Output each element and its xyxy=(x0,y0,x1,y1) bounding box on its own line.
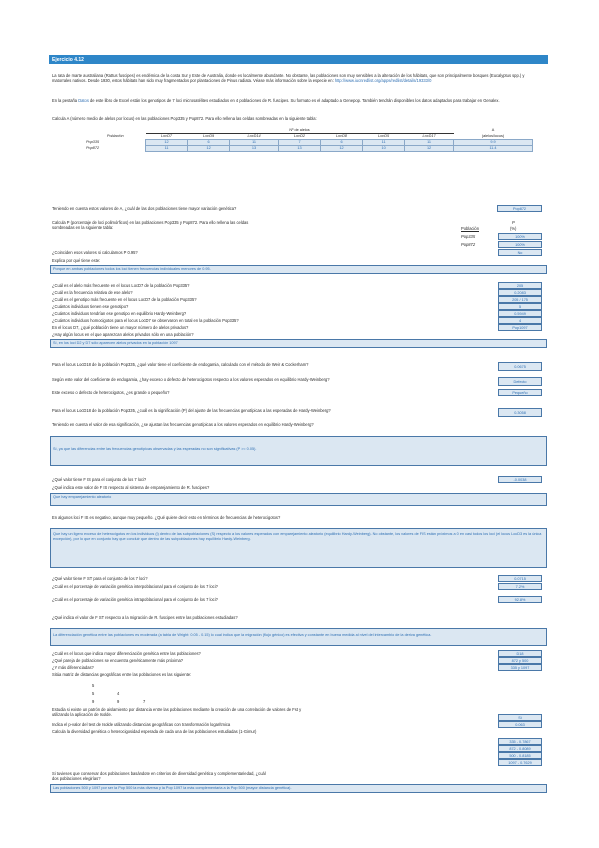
cell[interactable]: 12 xyxy=(188,146,230,152)
row-pop: Pop335 xyxy=(85,140,146,146)
col-locd2: LocD2 xyxy=(294,134,305,139)
mantel-q2: Indica el p-valor del test de Isolde utilizando distancias geográficas con transformación logarítmica xyxy=(52,722,231,727)
col-locd8: LocD8 xyxy=(336,134,348,139)
fst-a[interactable]: 92.8% xyxy=(498,596,542,603)
dist-cell: 5 xyxy=(92,683,95,688)
dist-cell: 4 xyxy=(117,691,120,696)
mantel-a3[interactable]: 872 - 0.8089 xyxy=(498,745,542,752)
cell-a[interactable]: 9.9 xyxy=(454,140,533,146)
dist-text: Sitúa matriz de distancias geográficas entre las poblaciones es las siguiente: xyxy=(52,672,192,677)
p-unit: (%) xyxy=(510,226,517,231)
question-variation: Teniendo en cuenta estos valores de A, ¿cuál de las dos poblaciones tiene mayor variación genética? xyxy=(52,206,237,211)
list1-a[interactable]: 205 / 175 xyxy=(498,296,542,303)
answer-coincide[interactable]: No xyxy=(498,249,542,256)
col-locd7: LocD7 xyxy=(161,134,173,139)
cell[interactable]: 12 xyxy=(405,146,454,152)
final-a[interactable]: Las poblaciones 500 y 1097 por ser la Pop 500 la más diversa y la Pop 1097 la más complementaria a la Pop 500 (mayor distancia genética). xyxy=(50,784,547,793)
f-a3[interactable]: Pequeño xyxy=(498,389,542,396)
intro-text: La rata de marte australiana (Rattus fuscipes) es endémica de la costa Sur y Este de Australia, donde es localmente abundante. No obstante, las poblaciones son muy sensibles a la alteración de los hábitats, que son principalmente bosques (Eucalyptus spp.) y matorrales nativos. Desde 1930, estos hábitats han sido muy fragmentados por plantaciones de Pinus radiata. Véase más información sobre la especie en: xyxy=(52,73,525,84)
f-q3: Este exceso o defecto de heterocigotos, ¿es grande o pequeño? xyxy=(52,390,170,395)
alleles-header: Nº de alelos xyxy=(146,128,454,134)
f-q2: Según este valor del coeficiente de endogamia, ¿hay exceso o defecto de heterocigotos respecto a los valores esperados en equilibrio Hardy-Weinberg? xyxy=(52,377,330,382)
neg-a[interactable]: Que hay un ligero exceso de heterocigotos en los individuos (i) dentro de las subpoblaciones (S) respecto a los valores esperados con emparejamiento aleatorio (equilibrio Hardy-Weinberg). No obstante, los valores de FIS están próximos a 0 en casi todos los loci (el locus LocD3 es la única excepción), por lo que en conjunto hay que concluir que dentro de las subpoblaciones hay equilibrio Hardy-Weinberg. xyxy=(50,528,547,568)
col-locd17: LocD17 xyxy=(422,134,436,139)
p-value[interactable]: 100% xyxy=(498,241,542,248)
list1-q: ¿Hay algún locus en el que aparezcan alelos privados sólo en una población? xyxy=(52,332,194,337)
list2-a[interactable]: D18 xyxy=(498,650,542,657)
mantel-a3[interactable]: 335 - 0.7867 xyxy=(498,738,542,745)
dist-cell: 9 xyxy=(117,699,120,704)
intro-paragraph-2 xyxy=(52,98,537,103)
fst-a[interactable]: 7.2% xyxy=(498,583,542,590)
list1-a[interactable]: 5 xyxy=(498,303,542,310)
mantel-a2[interactable]: 0.063 xyxy=(498,721,542,728)
fst-q: ¿Cuál es el porcentaje de variación genética intrapoblacional para el conjunto de los 7 loci? xyxy=(52,597,218,602)
col-locd5: LocD5 xyxy=(378,134,390,139)
list1-a[interactable]: 205 xyxy=(498,282,542,289)
list1-q: ¿Cuál es la frecuencia relativa de ese alelo? xyxy=(52,290,133,295)
fst-q: ¿Qué valor tiene F ST para el conjunto de los 7 loci? xyxy=(52,576,148,581)
exercise-title: Ejercicio 4.12 xyxy=(49,55,548,64)
row-pop: Pop872 xyxy=(85,146,146,152)
fst-q: ¿Cuál es el porcentaje de variación genética interpoblacional para el conjunto de los 7 loci? xyxy=(52,584,218,589)
mantel-q3: Calcula la diversidad genética o heterocigosidad esperada de cada una de las poblaciones estudiadas (1-Gimur) xyxy=(52,729,257,734)
cell-a[interactable]: 11.4 xyxy=(454,146,533,152)
f-a5[interactable]: Sí, ya que las diferencias entre las frecuencias genotípicas observadas y las esperadas no son significativas (P >= 0.05). xyxy=(50,436,547,466)
p-row-pop: Pop335 xyxy=(461,234,476,239)
final-q: Si tuvieses que conservar dos poblaciones basándote en criterios de diversidad genética y complementariedad, ¿cuál dos poblaciones elegirías? xyxy=(52,771,266,782)
cell[interactable]: 10 xyxy=(363,146,405,152)
neg-q: En algunos loci F IS es negativo, aunque muy pequeño. ¿Qué quiere decir esto en términos de frecuencias de heterocigotos? xyxy=(52,515,281,520)
p-row-pop: Pop872 xyxy=(461,242,476,247)
f-q1: Para el locus LocD18 de la población Pop335, ¿qué valor tiene el coeficiente de endogamia, calculado con el método de Weir & Cockerham? xyxy=(52,362,309,367)
p-header: P xyxy=(512,220,515,225)
list1-band[interactable]: Sí, en los loci D2 y D7 sólo aparecen alelos privados en la población 1097 xyxy=(50,339,547,348)
mantel-a1[interactable]: Sí xyxy=(498,714,542,721)
list1-a[interactable]: 0.2083 xyxy=(498,289,542,296)
cell[interactable]: 11 xyxy=(230,140,279,146)
cell[interactable]: 12 xyxy=(321,146,363,152)
list1-q: ¿Cuál es el alelo más frecuente en el locus LocD7 de la población Pop335? xyxy=(52,283,190,288)
answer-explica[interactable]: Porque en ambas poblaciones todos los loci tienen frecuencias individuales menores de 0.95. xyxy=(50,265,547,274)
fis-a2[interactable]: Que hay emparejamiento aleatorio xyxy=(50,493,547,506)
list2-q: ¿Y más diferenciadas? xyxy=(52,665,94,670)
fis-q2: ¿Qué indica este valor de F IS respecto al sistema de emparejamiento de R. fuscipes? xyxy=(52,485,210,490)
answer-variation[interactable]: Pop872 xyxy=(497,205,542,212)
cell[interactable]: 11 xyxy=(146,146,188,152)
cell[interactable]: 6 xyxy=(188,140,230,146)
cell[interactable]: 11 xyxy=(363,140,405,146)
col-locd14: LocD14 xyxy=(247,134,261,139)
table-row xyxy=(85,146,533,152)
cell[interactable]: 7 xyxy=(278,140,320,146)
list1-q: ¿Cuántos individuos homocigotos para el locus LocD7 se observaron en total en la población Pop335? xyxy=(52,318,239,323)
cell[interactable]: 13 xyxy=(230,146,279,152)
intro2-pre: En la pestaña xyxy=(52,98,78,103)
fst-a[interactable]: 0.0715 xyxy=(498,575,542,582)
f-a1[interactable]: 0.0675 xyxy=(498,362,542,371)
fis-a1[interactable]: -0.0038 xyxy=(498,476,542,483)
p-col-pop: Población xyxy=(461,226,479,231)
dist-cell: 7 xyxy=(143,699,146,704)
f-q4: Para el locus LocD18 de la población Pop335, ¿cuál es la significación (P) del ajuste de las frecuencias genotípicas a las esperadas de Hardy-Weinberg? xyxy=(52,408,331,413)
cell[interactable]: 12 xyxy=(146,140,188,146)
cell[interactable]: 6 xyxy=(321,140,363,146)
list1-q: ¿Cuántos individuos tendrían ese genotipo en equilibrio Hardy-Weinberg? xyxy=(52,311,187,316)
list2-a[interactable]: 335 y 1097 xyxy=(498,664,542,671)
list1-q: ¿Cuántos individuos tienen ese genotipo? xyxy=(52,304,129,309)
list1-q: ¿Cuál es el genotipo más frecuente en el locus LocD7 de la población Pop335? xyxy=(52,297,197,302)
question-a: Calcula A (número medio de alelos por locus) en las poblaciones Pop335 y Pop872. Para ello rellena las celdas sombreadas en la siguiente tabla: xyxy=(52,116,317,121)
cell[interactable]: 11 xyxy=(405,140,454,146)
intro2-post: de este libro de Excel están los genotipos de 7 loci microsatélites estudiados en 4 poblaciones de R. fuscipes. Su formato es el adaptado a Genepop. También tendrán disponibles los datos adaptados para trabajar en Genalex. xyxy=(90,98,500,103)
iucn-link[interactable]: http://www.iucnredlist.org/apps/redlist/details/19333/0 xyxy=(334,78,432,84)
f-a4[interactable]: 0.3058 xyxy=(498,408,542,417)
cell[interactable]: 13 xyxy=(278,146,320,152)
list1-q: En el locus D7, ¿qué población tiene un mayor número de alelos privados? xyxy=(52,325,189,330)
mantel-a3[interactable]: 1097 - 0.7629 xyxy=(498,759,542,766)
col-population: Población xyxy=(106,134,124,139)
a-unit: (alelos/locus) xyxy=(481,134,505,139)
dist-cell: 5 xyxy=(92,691,95,696)
list1-a[interactable]: Pop1097 xyxy=(498,324,542,331)
list1-a[interactable]: 4 xyxy=(498,317,542,324)
mig-q: ¿Qué indica el valor de F ST respecto a la migración de R. fuscipes entre las poblaciones estudiadas? xyxy=(52,615,238,620)
question-explica: Explica por qué tiene este: xyxy=(52,258,101,263)
mantel-q1: Estudia si existe un patrón de aislamiento por distancia entre las poblaciones mediante la creación de una correlación de valores de Fst y utilizando la aplicación de Isolde. xyxy=(52,707,302,718)
datos-tab-link[interactable]: Datos xyxy=(78,98,89,103)
alleles-table xyxy=(85,128,533,152)
intro-paragraph xyxy=(52,73,537,84)
list1-a[interactable]: 0.5949 xyxy=(498,310,542,317)
f-a2[interactable]: Defecto xyxy=(498,377,542,386)
f-q5: Teniendo en cuenta el valor de esa significación, ¿se ajustan las frecuencias genotípicas a los valores esperados en equilibrio Hardy-Weinberg? xyxy=(52,422,314,427)
dist-cell: 9 xyxy=(92,699,95,704)
fis-q1: ¿Qué valor tiene F IS para el conjunto de los 7 loci? xyxy=(52,477,147,482)
list2-q: ¿Cuál es el locus que indica mayor diferenciación genética entre las poblaciones? xyxy=(52,651,201,656)
question-coincide: ¿Coinciden esos valores si calculamos P 0.95? xyxy=(52,250,138,255)
p-value[interactable]: 100% xyxy=(498,233,542,240)
list2-q: ¿Qué pareja de poblaciones se encuentra genéticamente más próxima? xyxy=(52,658,184,663)
list2-a[interactable]: 872 y 500 xyxy=(498,657,542,664)
mig-a[interactable]: La diferenciación genética entre las poblaciones es moderada (a tabla de Wright: 0.05 - 0.15) lo cual indica que la migración (flujo génico) es efectiva y constante en buena medida al nivel del intercambio de la deriva genética. xyxy=(50,628,547,646)
question-p: Calcula P (porcentaje de loci polimórficos) en las poblaciones Pop335 y Pop872. Para ello rellena las celdas sombreadas en la siguiente tabla: xyxy=(52,220,249,231)
col-locd9: LocD9 xyxy=(203,134,215,139)
a-header: A xyxy=(491,128,495,133)
mantel-a3[interactable]: 500 - 0.8185 xyxy=(498,752,542,759)
